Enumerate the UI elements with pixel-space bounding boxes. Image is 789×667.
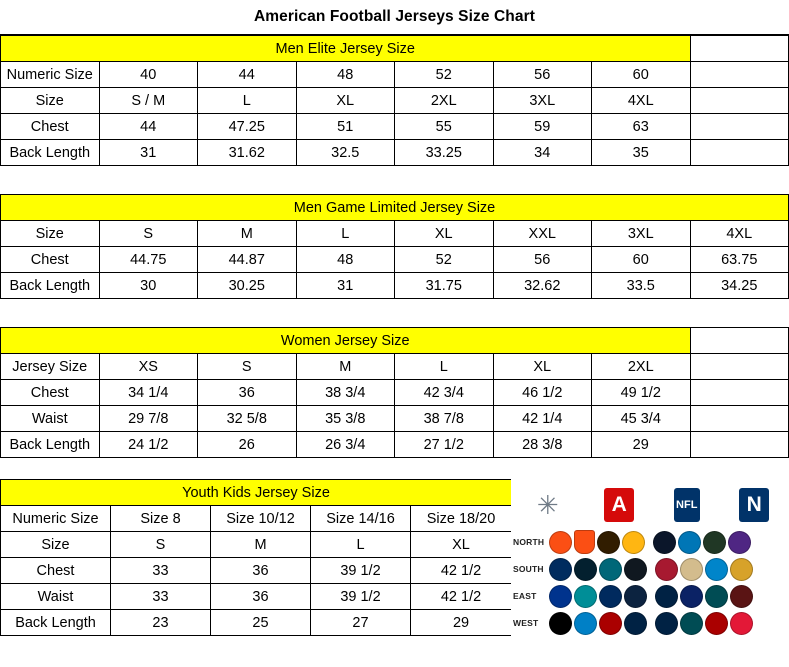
cell: 46 1/2	[493, 380, 592, 406]
table-section-heading-row	[1, 36, 789, 62]
cell: 33	[111, 558, 211, 584]
cell: 26	[198, 432, 297, 458]
cell: 3XL	[493, 88, 592, 114]
afc-south-logos	[549, 558, 647, 581]
cell: 28 3/8	[493, 432, 592, 458]
cell: 30.25	[198, 273, 297, 299]
cell: 27 1/2	[395, 432, 494, 458]
row-label: Chest	[1, 558, 111, 584]
table-row	[1, 558, 512, 584]
team-logo-icon	[549, 531, 572, 554]
team-logo-icon	[705, 585, 728, 608]
row-label: Back Length	[1, 610, 111, 636]
nfl-star-badge-icon: ✳	[536, 489, 559, 520]
cell: S	[111, 532, 211, 558]
row-label: Back Length	[1, 273, 100, 299]
empty-cell	[690, 62, 789, 88]
division-row-west	[513, 610, 787, 636]
team-logo-icon	[624, 585, 647, 608]
cell: 63	[592, 114, 691, 140]
cell: Size 10/12	[211, 506, 311, 532]
cell: 33.25	[395, 140, 494, 166]
team-logo-icon	[549, 585, 572, 608]
youth-table	[0, 479, 512, 636]
cell: 32 5/8	[198, 406, 297, 432]
cell: S	[99, 221, 198, 247]
nfc-badge-icon: N	[739, 488, 769, 522]
row-label: Chest	[1, 114, 100, 140]
cell: XL	[395, 221, 494, 247]
cell: 34.25	[690, 273, 789, 299]
table-row	[1, 62, 789, 88]
cell: 63.75	[690, 247, 789, 273]
cell: 29	[592, 432, 691, 458]
cell: 44	[99, 114, 198, 140]
cell: 56	[493, 247, 592, 273]
cell: 48	[296, 247, 395, 273]
row-label: Size	[1, 532, 111, 558]
men-elite-heading: Men Elite Jersey Size	[1, 36, 691, 62]
team-logo-icon	[703, 531, 726, 554]
cell: Size 14/16	[311, 506, 411, 532]
table-row	[1, 432, 789, 458]
cell: 29 7/8	[99, 406, 198, 432]
table-row	[1, 221, 789, 247]
cell: 31.75	[395, 273, 494, 299]
conference-badges-row	[511, 479, 789, 527]
cell: XS	[99, 354, 198, 380]
table-section-heading-row	[1, 195, 789, 221]
team-logo-icon	[728, 531, 751, 554]
row-label: Numeric Size	[1, 62, 100, 88]
row-label: Chest	[1, 247, 100, 273]
cell: L	[311, 532, 411, 558]
women-table	[0, 327, 789, 458]
cell: 42 3/4	[395, 380, 494, 406]
team-logo-icon	[705, 558, 728, 581]
row-label: Back Length	[1, 432, 100, 458]
cell: M	[296, 354, 395, 380]
team-logo-icon	[705, 612, 728, 635]
team-logo-icon	[599, 585, 622, 608]
cell: 45 3/4	[592, 406, 691, 432]
spacer-cell	[690, 328, 789, 354]
cell: 4XL	[592, 88, 691, 114]
cell: 33.5	[592, 273, 691, 299]
cell: 49 1/2	[592, 380, 691, 406]
youth-section	[0, 479, 511, 636]
youth-heading: Youth Kids Jersey Size	[1, 480, 512, 506]
row-label: Back Length	[1, 140, 100, 166]
division-label: EAST	[513, 591, 537, 601]
empty-cell	[690, 140, 789, 166]
cell: 47.25	[198, 114, 297, 140]
cell: S / M	[99, 88, 198, 114]
team-logo-icon	[680, 585, 703, 608]
table-row	[1, 88, 789, 114]
nfc-south-logos	[655, 558, 753, 581]
cell: 32.62	[493, 273, 592, 299]
men-game-limited-table	[0, 194, 789, 299]
afc-west-logos	[549, 612, 647, 635]
cell: 23	[111, 610, 211, 636]
afc-east-logos	[549, 585, 647, 608]
team-logo-icon	[730, 585, 753, 608]
team-logo-icon	[599, 558, 622, 581]
cell: 35	[592, 140, 691, 166]
cell: M	[198, 221, 297, 247]
nfc-east-logos	[655, 585, 753, 608]
cell: 4XL	[690, 221, 789, 247]
nfl-shield-badge-icon: NFL	[674, 488, 700, 522]
team-logo-icon	[597, 531, 620, 554]
table-row	[1, 406, 789, 432]
team-logo-icon	[730, 612, 753, 635]
empty-cell	[690, 354, 789, 380]
men-elite-table	[0, 35, 789, 166]
row-label: Waist	[1, 406, 100, 432]
team-logo-icon	[653, 531, 676, 554]
team-logo-icon	[624, 612, 647, 635]
team-logo-icon	[680, 558, 703, 581]
afc-badge-icon: A	[604, 488, 634, 522]
team-logo-icon	[599, 612, 622, 635]
cell: 60	[592, 247, 691, 273]
division-row-east	[513, 583, 787, 609]
cell: M	[211, 532, 311, 558]
cell: 44.75	[99, 247, 198, 273]
cell: 44	[198, 62, 297, 88]
cell: 42 1/4	[493, 406, 592, 432]
cell: XXL	[493, 221, 592, 247]
table-section-heading-row	[1, 328, 789, 354]
row-label: Jersey Size	[1, 354, 100, 380]
cell: S	[198, 354, 297, 380]
spacer-cell	[690, 36, 789, 62]
women-heading: Women Jersey Size	[1, 328, 691, 354]
team-logo-icon	[549, 612, 572, 635]
page-title-bar	[0, 0, 789, 35]
cell: 40	[99, 62, 198, 88]
cell: 56	[493, 62, 592, 88]
cell: 39 1/2	[311, 584, 411, 610]
team-logo-icon	[680, 612, 703, 635]
cell: 60	[592, 62, 691, 88]
cell: L	[296, 221, 395, 247]
cell: 32.5	[296, 140, 395, 166]
cell: 35 3/8	[296, 406, 395, 432]
table-section-heading-row	[1, 480, 512, 506]
page-title: American Football Jerseys Size Chart	[254, 8, 535, 25]
cell: 39 1/2	[311, 558, 411, 584]
section-spacer	[0, 166, 789, 194]
table-row	[1, 354, 789, 380]
cell: 42 1/2	[411, 558, 512, 584]
table-row	[1, 506, 512, 532]
empty-cell	[690, 432, 789, 458]
cell: Size 8	[111, 506, 211, 532]
cell: 29	[411, 610, 512, 636]
cell: 42 1/2	[411, 584, 512, 610]
cell: 33	[111, 584, 211, 610]
youth-and-logos	[0, 479, 789, 636]
empty-cell	[690, 380, 789, 406]
team-logo-icon	[574, 585, 597, 608]
cell: 31	[296, 273, 395, 299]
cell: L	[395, 354, 494, 380]
cell: 44.87	[198, 247, 297, 273]
section-spacer	[0, 458, 789, 479]
cell: 36	[198, 380, 297, 406]
cell: 38 7/8	[395, 406, 494, 432]
cell: XL	[411, 532, 512, 558]
cell: 51	[296, 114, 395, 140]
team-logo-icon	[655, 612, 678, 635]
empty-cell	[690, 114, 789, 140]
cell: 36	[211, 584, 311, 610]
team-logo-icon	[624, 558, 647, 581]
row-label: Size	[1, 88, 100, 114]
table-row	[1, 247, 789, 273]
cell: 2XL	[395, 88, 494, 114]
cell: 27	[311, 610, 411, 636]
cell: 30	[99, 273, 198, 299]
nfc-west-logos	[655, 612, 753, 635]
section-spacer	[0, 299, 789, 327]
cell: 2XL	[592, 354, 691, 380]
nfl-logos-panel	[511, 479, 789, 636]
cell: 48	[296, 62, 395, 88]
nfc-north-logos	[653, 531, 751, 554]
cell: 34	[493, 140, 592, 166]
team-logo-icon	[622, 531, 645, 554]
cell: 31.62	[198, 140, 297, 166]
team-logo-icon	[655, 558, 678, 581]
cell: 38 3/4	[296, 380, 395, 406]
cell: 36	[211, 558, 311, 584]
team-logo-icon	[549, 558, 572, 581]
cell: 59	[493, 114, 592, 140]
row-label: Size	[1, 221, 100, 247]
team-logo-icon	[678, 531, 701, 554]
team-logo-icon	[574, 558, 597, 581]
cell: 34 1/4	[99, 380, 198, 406]
cell: 52	[395, 247, 494, 273]
cell: 26 3/4	[296, 432, 395, 458]
division-row-south	[513, 556, 787, 582]
row-label: Numeric Size	[1, 506, 111, 532]
cell: 3XL	[592, 221, 691, 247]
afc-north-logos	[549, 530, 645, 554]
team-logo-icon	[655, 585, 678, 608]
cell: 55	[395, 114, 494, 140]
division-label: SOUTH	[513, 564, 544, 574]
table-row	[1, 140, 789, 166]
cell: L	[198, 88, 297, 114]
cell: 52	[395, 62, 494, 88]
cell: 24 1/2	[99, 432, 198, 458]
cell: 31	[99, 140, 198, 166]
team-logo-icon	[574, 612, 597, 635]
team-logo-icon	[574, 530, 595, 554]
division-logo-grid	[511, 527, 789, 636]
men-game-limited-heading: Men Game Limited Jersey Size	[1, 195, 789, 221]
table-row	[1, 114, 789, 140]
empty-cell	[690, 406, 789, 432]
division-row-north	[513, 529, 787, 555]
division-label: NORTH	[513, 537, 545, 547]
table-row	[1, 273, 789, 299]
empty-cell	[690, 88, 789, 114]
team-logo-icon	[730, 558, 753, 581]
division-label: WEST	[513, 618, 539, 628]
table-row	[1, 532, 512, 558]
row-label: Waist	[1, 584, 111, 610]
table-row	[1, 380, 789, 406]
row-label: Chest	[1, 380, 100, 406]
cell: XL	[296, 88, 395, 114]
cell: 25	[211, 610, 311, 636]
table-row	[1, 584, 512, 610]
cell: XL	[493, 354, 592, 380]
cell: Size 18/20	[411, 506, 512, 532]
table-row	[1, 610, 512, 636]
